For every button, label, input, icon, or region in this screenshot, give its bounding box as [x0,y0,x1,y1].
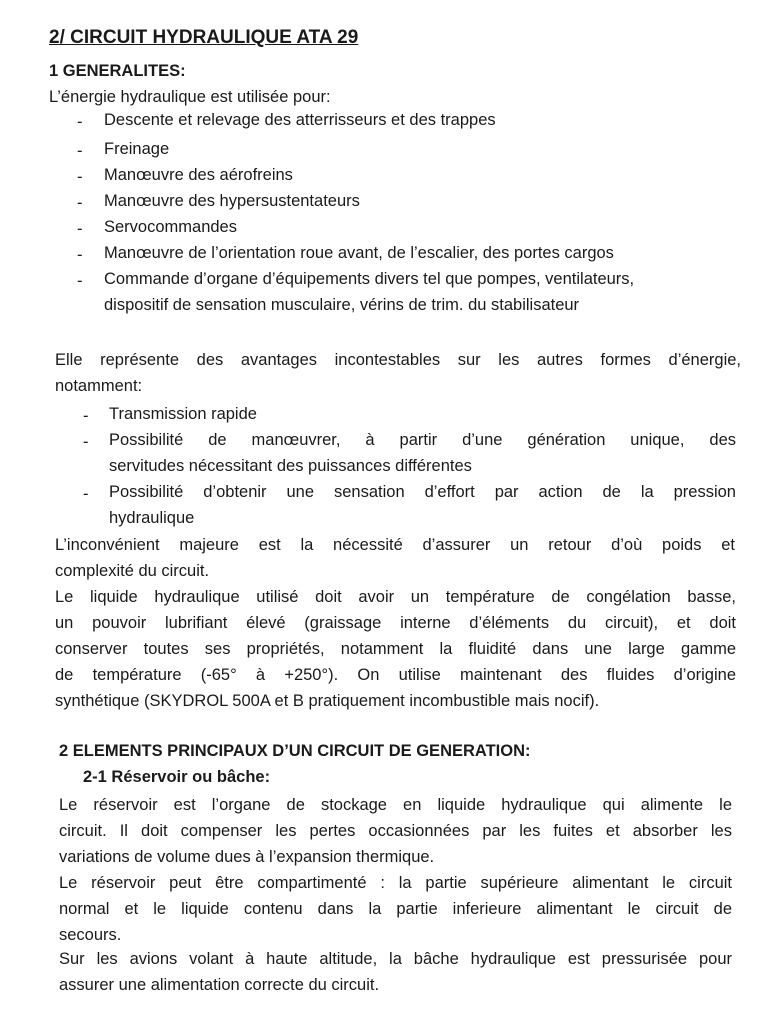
list-item-continuation: dispositif de sensation musculaire, vérins de trim. du stabilisateur [104,296,580,314]
fluid-paragraph-line: Le liquide hydraulique utilisé doit avoir un température de congélation basse, [55,588,736,606]
list-dash: - [77,246,83,264]
reservoir-paragraph-line: assurer une alimentation correcte du circuit. [59,976,380,994]
subsection-2-1-heading: 2-1 Réservoir ou bâche: [83,768,271,786]
drawback-line: complexité du circuit. [55,562,210,580]
list-dash: - [77,272,83,290]
list-dash: - [83,485,89,503]
reservoir-paragraph-line: Sur les avions volant à haute altitude, la bâche hydraulique est pressurisée pour [59,950,732,968]
reservoir-paragraph-line: variations de volume dues à l’expansion thermique. [59,848,435,866]
fluid-paragraph-line: un pouvoir lubrifiant élevé (graissage interne d’éléments du circuit), et doit [55,614,736,632]
section-1-heading: 1 GENERALITES: [49,62,186,80]
list-item: Manœuvre de l’orientation roue avant, de l’escalier, des portes cargos [104,244,614,262]
section-2-heading: 2 ELEMENTS PRINCIPAUX D’UN CIRCUIT DE GENERATION: [59,742,531,760]
fluid-paragraph-line: de température (-65° à +250°). On utilise maintenant des fluides d’origine [55,666,736,684]
reservoir-paragraph-line: secours. [59,926,122,944]
list-dash: - [77,194,83,212]
list-item: Transmission rapide [109,405,257,423]
section-1-intro: L’énergie hydraulique est utilisée pour: [49,88,331,106]
list-dash: - [77,142,83,160]
list-item: Manœuvre des aérofreins [104,166,293,184]
list-item-continuation: servitudes nécessitant des puissances différentes [109,457,472,475]
drawback-line: L’inconvénient majeure est la nécessité d’assurer un retour d’où poids et [55,536,735,554]
list-item: Possibilité de manœuvrer, à partir d’une génération unique, des [109,431,736,449]
list-dash: - [77,113,83,131]
fluid-paragraph-line: conserver toutes ses propriétés, notamment la fluidité dans une large gamme [55,640,736,658]
reservoir-paragraph-line: normal et le liquide contenu dans la partie inferieure alimentant le circuit de [59,900,732,918]
list-item: Freinage [104,140,170,158]
list-dash: - [83,433,89,451]
reservoir-paragraph-line: Le réservoir est l’organe de stockage en liquide hydraulique qui alimente le [59,796,732,814]
advantages-line: Elle représente des avantages incontestables sur les autres formes d’énergie, [55,351,741,369]
list-dash: - [77,220,83,238]
list-item: Manœuvre des hypersustentateurs [104,192,360,210]
advantages-line: notamment: [55,377,143,395]
list-item: Servocommandes [104,218,237,236]
list-item-continuation: hydraulique [109,509,195,527]
list-item: Descente et relevage des atterrisseurs et des trappes [104,111,496,129]
reservoir-paragraph-line: circuit. Il doit compenser les pertes occasionnées par les fuites et absorber les [59,822,732,840]
list-item: Possibilité d’obtenir une sensation d’effort par action de la pression [109,483,736,501]
list-dash: - [83,407,89,425]
reservoir-paragraph-line: Le réservoir peut être compartimenté : la partie supérieure alimentant le circuit [59,874,732,892]
list-dash: - [77,168,83,186]
list-item: Commande d’organe d’équipements divers tel que pompes, ventilateurs, [104,270,635,288]
page-title: 2/ CIRCUIT HYDRAULIQUE ATA 29 [49,27,359,48]
fluid-paragraph-line: synthétique (SKYDROL 500A et B pratiquement incombustible mais nocif). [55,692,600,710]
